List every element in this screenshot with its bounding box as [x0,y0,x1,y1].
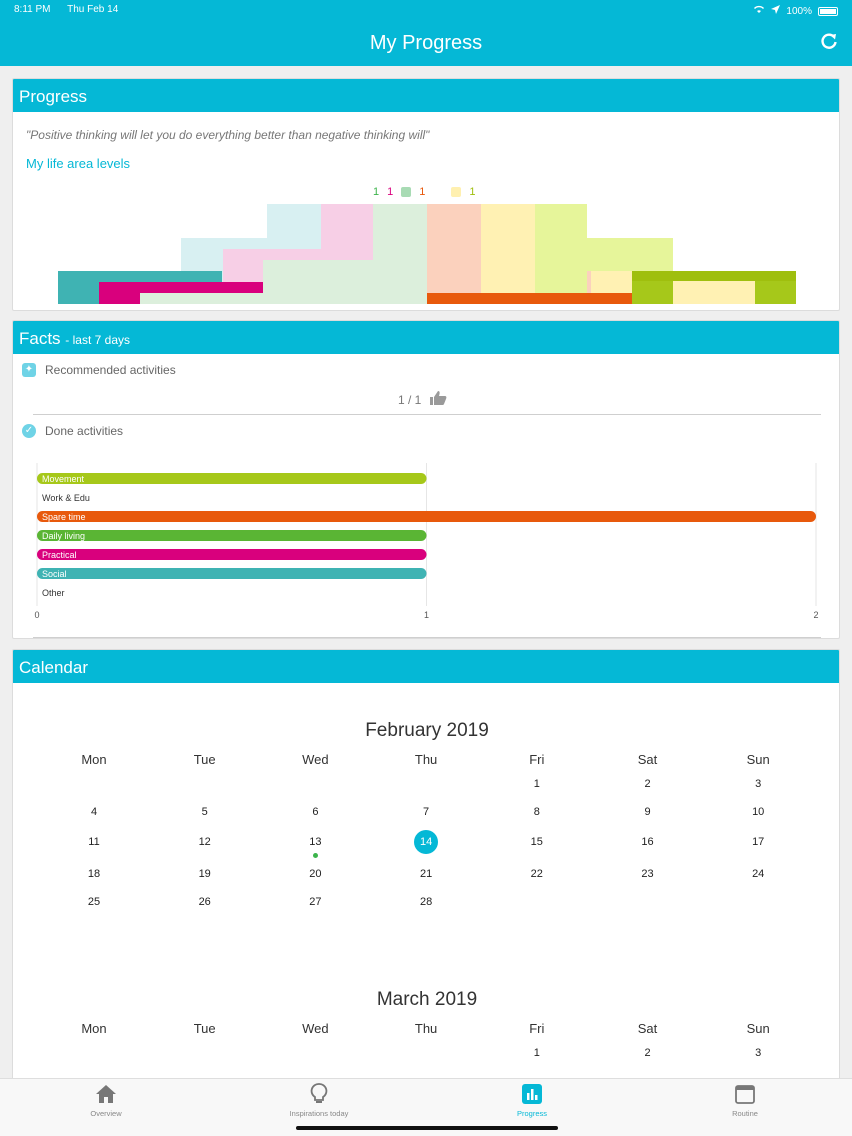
level-block [591,249,633,304]
activity-bar [37,549,427,560]
facts-subtitle: - last 7 days [65,333,130,347]
category-label: Spare time [42,512,86,522]
calendar-day[interactable]: 2 [644,778,651,790]
calendar-day[interactable]: 25 [87,896,101,908]
level-block [427,260,591,304]
weekday-label: Fri [529,1021,545,1036]
wifi-icon [753,5,765,17]
nav-progress[interactable] [462,1083,602,1118]
calendar-day[interactable]: 12 [198,836,211,848]
recommended-activities-row [22,363,176,377]
calendar-day[interactable]: 13 [309,836,322,848]
calendar-day[interactable]: 18 [87,868,101,880]
category-label: Social [42,569,67,579]
level-indicators [373,186,476,198]
lock-icon [451,187,461,197]
lock-icon [401,187,411,197]
weekday-label: Thu [414,752,438,767]
calendar-day[interactable]: 3 [755,778,762,790]
star-badge-icon: ✦ [22,363,36,377]
level-value: 1 [373,186,380,198]
level-block [263,260,373,304]
calendar-day[interactable]: 22 [530,868,543,880]
home-indicator [296,1126,558,1130]
level-block [223,249,321,304]
level-block [321,204,373,304]
calendar-day[interactable]: 11 [88,836,100,848]
level-bar [140,293,427,304]
weekday-label: Wed [302,752,329,767]
calendar-card [12,649,840,1089]
weekday-label: Wed [302,1021,329,1036]
category-label: Daily living [42,531,86,541]
calendar-day[interactable]: 10 [752,806,765,818]
level-bar [99,282,263,304]
lightbulb-icon [308,1083,330,1105]
weekday-label: Sat [637,752,658,767]
progress-header [13,79,839,112]
calendar-day[interactable]: 21 [419,868,433,880]
calendar-day[interactable]: 2 [644,1047,651,1059]
home-icon [95,1083,117,1105]
activity-bar [37,568,427,579]
activity-dot [313,853,318,858]
calendar-day[interactable]: 26 [198,896,211,908]
weekday-label: Tue [193,752,216,767]
level-block [427,204,481,304]
level-block [267,204,321,304]
done-activities-row [22,424,123,438]
calendar-day[interactable]: 1 [533,778,540,790]
nav-overview[interactable] [36,1083,176,1118]
weekday-label: Sun [746,1021,770,1036]
calendar-day[interactable]: 27 [309,896,322,908]
calendar-day[interactable]: 24 [752,868,765,880]
level-bar [755,281,796,304]
calendar-day[interactable]: 17 [752,836,765,848]
calendar-day[interactable]: 4 [90,806,98,818]
calendar-day[interactable]: 7 [423,806,430,818]
progress-title: Progress [19,87,88,106]
category-label: Practical [42,550,77,560]
month-title: March 2019 [376,989,478,1010]
weekday-label: Fri [529,752,545,767]
level-block [181,238,267,304]
x-tick-label: 0 [34,610,40,620]
calendar-day[interactable]: 8 [533,806,540,818]
category-label: Movement [42,474,85,484]
level-block [535,204,587,304]
progress-card [12,78,840,311]
refresh-icon[interactable] [818,32,840,54]
calendar-day[interactable]: 23 [641,868,654,880]
recommended-label: Recommended activities [45,363,176,377]
weekday-label: Thu [414,1021,438,1036]
divider [33,637,821,638]
level-block [481,204,535,304]
top-bar [0,0,852,66]
nav-label: Progress [516,1109,547,1118]
calendar-header [13,650,839,683]
calendar-day[interactable]: 3 [755,1047,762,1059]
motivational-quote: "Positive thinking will let you do everything better than negative thinking will" [26,128,430,142]
level-value: 1 [387,186,394,198]
weekday-label: Mon [81,752,107,767]
month-title: February 2019 [365,720,489,741]
battery-percent: 100% [786,5,812,17]
level-bar [673,281,755,304]
facts-card [12,320,840,639]
nav-label: Routine [732,1109,758,1118]
level-bar [632,271,796,281]
status-date: Thu Feb 14 [67,4,119,15]
calendar-day[interactable]: 14 [371,830,481,854]
calendar-day[interactable]: 20 [309,868,322,880]
divider [33,414,821,415]
level-block [587,238,673,271]
recommended-count-row [398,390,447,409]
activity-bar [37,473,427,484]
activity-bar [37,511,816,522]
status-bar [14,4,838,18]
done-activities-chart [13,461,840,621]
nav-label: Inspirations today [289,1109,349,1118]
calendar-day[interactable]: 6 [312,806,319,818]
calendar-day[interactable]: 28 [419,896,433,908]
weekday-label: Sun [746,752,770,767]
nav-inspirations[interactable] [249,1083,389,1118]
level-block [633,282,755,304]
nav-routine[interactable] [675,1083,815,1118]
calendar-icon [734,1083,756,1105]
level-value: 1 [419,186,426,198]
bar-chart-icon [521,1083,543,1105]
level-bar [58,271,222,304]
weekday-label: Sat [637,1021,658,1036]
thumbs-up-icon [429,390,447,409]
level-block [373,204,427,304]
status-time: 8:11 PM [14,4,51,15]
category-label: Other [42,588,65,598]
level-bar [632,271,796,304]
activity-bar [37,530,427,541]
calendar-day[interactable]: 19 [198,868,211,880]
facts-title: Facts [19,329,61,348]
calendar-day[interactable]: 15 [530,836,543,848]
weekday-label: Tue [193,1021,216,1036]
battery-icon [818,7,838,16]
done-label: Done activities [45,424,124,438]
location-icon [771,5,780,17]
calendar-day[interactable]: 16 [641,836,654,848]
weekday-label: Mon [81,1021,107,1036]
category-label: Work & Edu [42,493,90,503]
calendar-day[interactable]: 9 [644,806,651,818]
level-value: 1 [469,186,476,198]
level-bar [427,293,714,304]
recommended-count: 1 / 1 [398,392,422,407]
life-area-levels-link[interactable]: My life area levels [26,156,131,171]
x-tick-label: 2 [813,610,819,620]
calendar-day[interactable]: 1 [533,1047,540,1059]
nav-label: Overview [90,1109,122,1118]
calendar-title: Calendar [19,658,88,677]
x-tick-label: 1 [423,610,430,620]
facts-header [13,321,839,354]
check-circle-icon: ✓ [22,424,36,438]
calendar-day[interactable]: 5 [201,806,208,818]
page-title: My Progress [369,32,483,54]
